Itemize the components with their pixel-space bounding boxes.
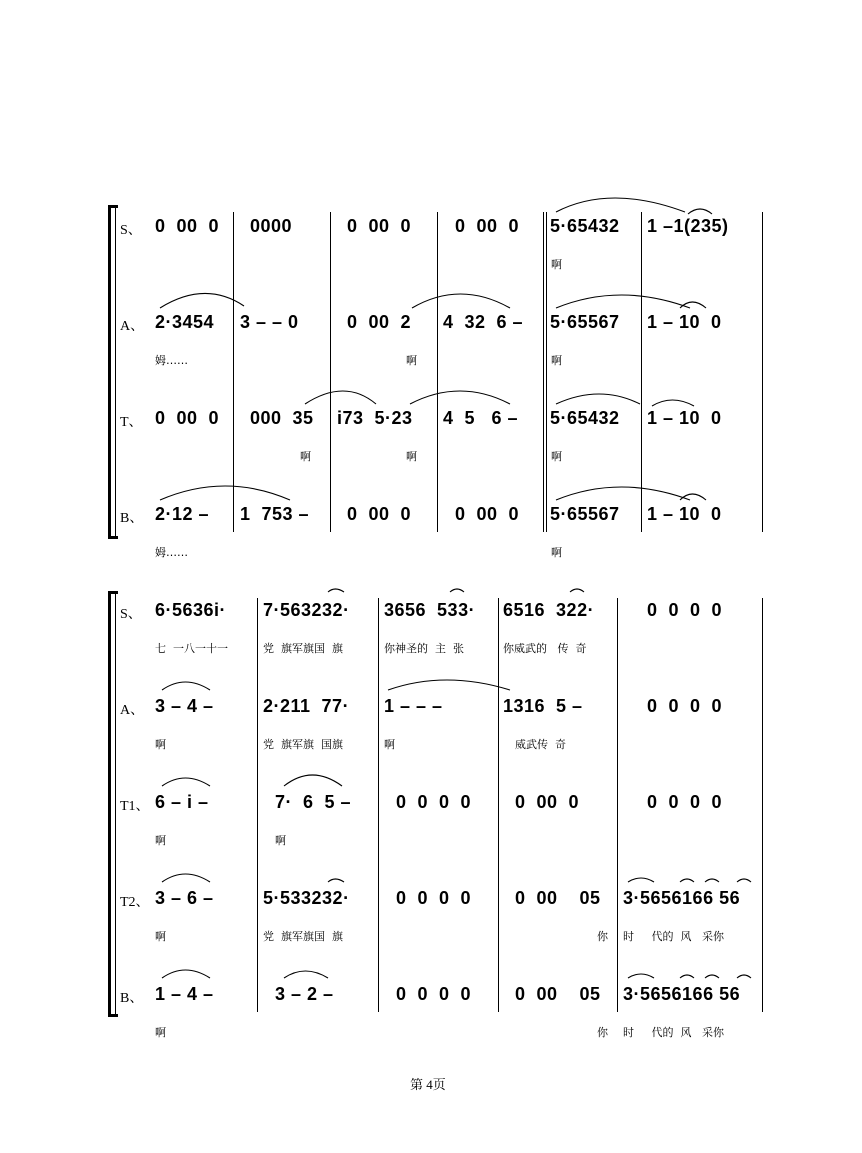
measure: 0 00 05 [515,888,601,908]
slur [410,391,510,404]
measure: 0000 [250,216,293,236]
measure: 0 00 0 [515,792,580,812]
measure: 0 0 0 0 [396,792,472,812]
slur [556,487,690,500]
lyric: 七 一八一十一 [155,642,228,655]
voice-label-tenor-1: T1、 [120,799,150,814]
lyric: 啊 [155,834,166,847]
voice-label-tenor-2: T2、 [120,895,150,910]
voice-label-tenor: T、 [120,415,143,430]
lyric: 啊 [155,738,166,751]
lyric: 姆…… [155,546,188,559]
voice-label-soprano: S、 [120,223,142,238]
slur [162,682,210,690]
slur [737,879,751,882]
measure: 1 – – – [384,696,443,716]
slur [388,680,510,690]
measure: 5·533232· [263,888,350,908]
slur [570,589,584,592]
lyric: 党 旗军旗国 旗 [263,930,343,943]
measure: 1316 5 – [503,696,583,716]
measure: 3 – 6 – [155,888,214,908]
lyric: 啊 [551,354,562,367]
lyric: 党 旗军旗国 旗 [263,642,343,655]
slur [680,494,706,500]
measure: 0 0 0 0 [396,984,472,1004]
measure: 2·211 77· [263,696,350,716]
measure: 1 – 10 0 [647,504,722,524]
slur [284,775,342,786]
measure: 0 00 0 [455,504,520,524]
slur [556,198,685,212]
lyric: 党 旗军旗 国旗 [263,738,343,751]
voice-label-alto: A、 [120,319,145,334]
measure: 0 00 0 [155,216,220,236]
measure: 3 – 4 – [155,696,214,716]
slur [305,391,376,404]
slur [628,878,654,882]
slur [705,879,719,882]
measure: 1 – 10 0 [647,408,722,428]
measure: 5·65432 [550,408,620,428]
measure: 0 00 0 [347,216,412,236]
measure: 0 00 0 [155,408,220,428]
measure: i73 5·23 [337,408,413,428]
measure: 6 – i – [155,792,209,812]
page-number: 第 4页 [410,1077,446,1092]
measure: 7· 6 5 – [275,792,352,812]
measure: 0 0 0 0 [647,696,723,716]
measure: 4 32 6 – [443,312,524,332]
measure: 0 0 0 0 [396,888,472,908]
slur [556,295,690,308]
measure: 1 753 – [240,504,310,524]
lyric: 你 [597,930,608,943]
measure: 3·5656166 56 [623,888,741,908]
lyric: 啊 [300,450,311,463]
slur [680,302,706,308]
measure: 7·563232· [263,600,350,620]
measure: 0 00 05 [515,984,601,1004]
lyric: 啊 [384,738,395,751]
measure: 0 0 0 0 [647,600,723,620]
voice-label-bass: B、 [120,991,144,1006]
measure: 3656 533· [384,600,476,620]
slur [628,974,654,978]
measure: 2·3454 [155,312,215,332]
slur [328,589,344,592]
measure: 3·5656166 56 [623,984,741,1004]
slur [160,293,244,308]
slur [162,778,210,786]
voice-label-soprano: S、 [120,607,142,622]
slur [162,874,210,882]
lyric: 姆…… [155,354,188,367]
slur [450,589,464,592]
lyric: 啊 [275,834,286,847]
slur [412,294,510,308]
measure: 5·65567 [550,312,620,332]
voice-label-alto: A、 [120,703,145,718]
lyric: 啊 [155,1026,166,1039]
measure: 1 –1(235) [647,216,729,236]
measure: 6·5636i· [155,600,227,620]
slur [328,879,344,882]
slur [680,975,694,978]
slur [284,971,328,978]
measure: 5·65567 [550,504,620,524]
measure: 0 00 2 [347,312,412,332]
lyric: 啊 [551,450,562,463]
slur [652,400,694,406]
measure: 0 0 0 0 [647,792,723,812]
measure: 5·65432 [550,216,620,236]
lyric: 啊 [551,546,562,559]
measure: 6516 322· [503,600,595,620]
slur [705,975,719,978]
lyric: 啊 [155,930,166,943]
slur [160,486,290,500]
slur [688,209,712,214]
lyric: 你 [597,1026,608,1039]
measure: 3 – – 0 [240,312,299,332]
slur [680,879,694,882]
lyric: 你威武的 传 奇 [503,642,587,655]
slur [162,970,210,978]
slur [737,975,751,978]
lyric: 时 代的 风 采你 [623,1026,724,1039]
measure: 3 – 2 – [275,984,334,1004]
voice-label-bass: B、 [120,511,144,526]
measure: 0 00 0 [455,216,520,236]
slur [556,394,640,404]
lyric: 啊 [406,450,417,463]
measure: 1 – 10 0 [647,312,722,332]
lyric: 啊 [551,258,562,271]
lyric: 时 代的 风 采你 [623,930,724,943]
lyric: 威武传 奇 [515,738,566,751]
measure: 0 00 0 [347,504,412,524]
measure: 000 35 [250,408,314,428]
lyric: 啊 [406,354,417,367]
measure: 2·12 – [155,504,210,524]
lyric: 你神圣的 主 张 [384,642,464,655]
measure: 4 5 6 – [443,408,519,428]
measure: 1 – 4 – [155,984,214,1004]
